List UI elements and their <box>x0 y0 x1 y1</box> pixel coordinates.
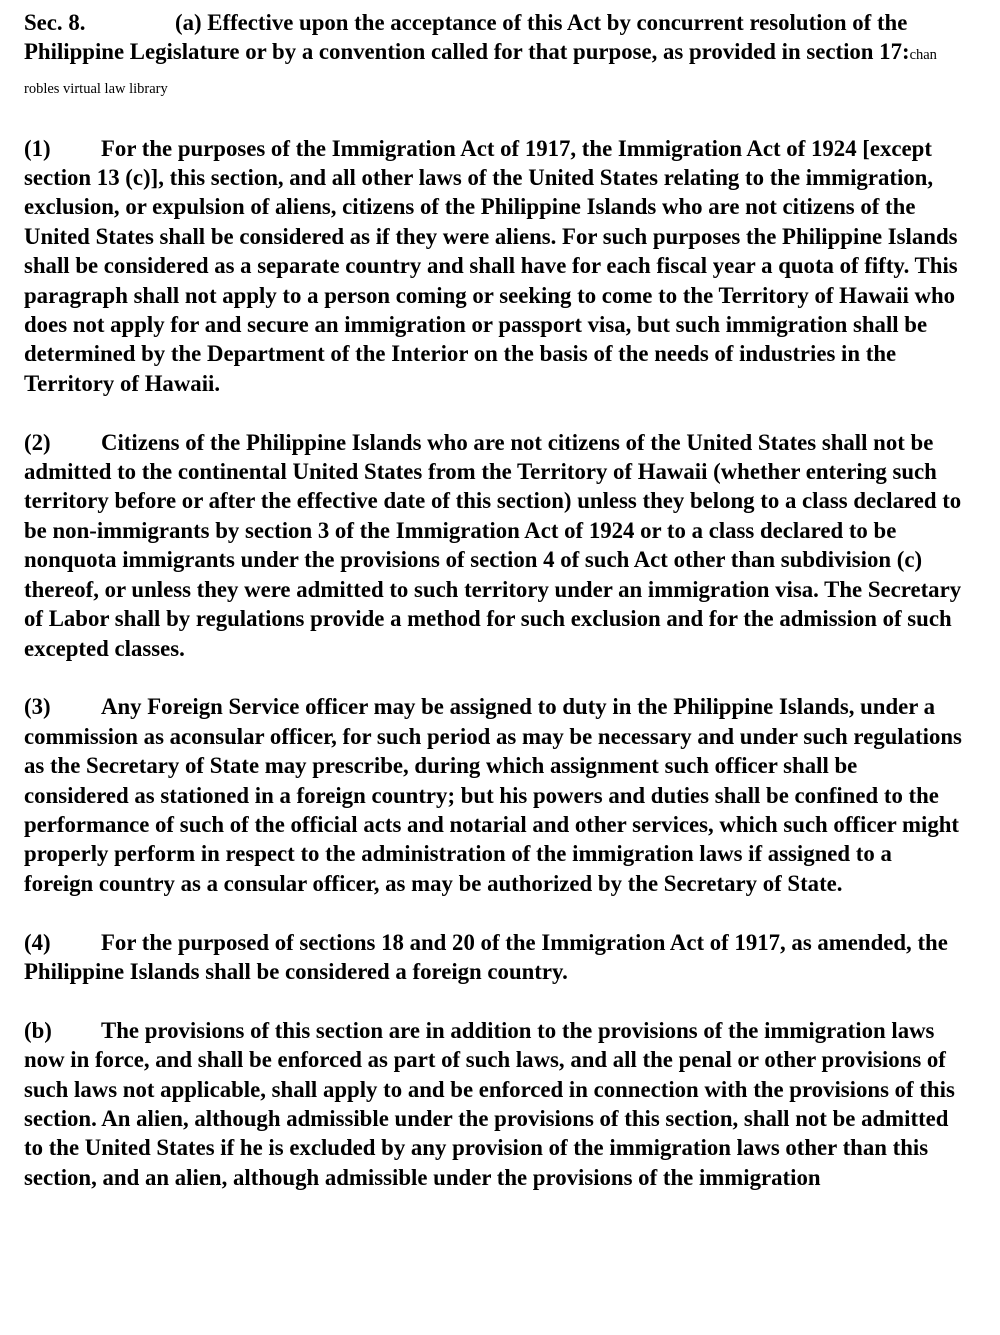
library-note: chan robles virtual law library <box>24 47 937 97</box>
section-intro-text: (a) Effective upon the acceptance of this Act by concurrent resolution of the Philippine Legislature or by a convention called for that purpose, as provided in section 17: <box>24 10 910 65</box>
paragraph-text: Citizens of the Philippine Islands who are not citizens of the United States shall not be admitted to the continental United States from the Territory of Hawaii (whether entering such territory before or after the effective date of this section) unless they belong to a class declared to be non-immigrants by section 3 of the Immigration Act of 1924 or to a class declared to be nonquota immigrants under the provisions of section 4 of such Act other than subdivision (c) thereof, or unless they were admitted to such territory under an immigration visa. The Secretary of Labor shall by regulations provide a method for such exclusion and for the admission of such excepted classes. <box>24 429 962 661</box>
paragraph-b <box>24 1016 964 1192</box>
paragraph-label: (4) <box>24 929 51 955</box>
paragraph-text: For the purposed of sections 18 and 20 of the Immigration Act of 1917, as amended, the Philippine Islands shall be considered a foreign country. <box>24 929 948 984</box>
paragraph-label: (1) <box>24 135 51 161</box>
paragraph-1 <box>24 134 964 399</box>
paragraph-text: The provisions of this section are in addition to the provisions of the immigration laws now in force, and shall be enforced as part of such laws, and all the penal or other provisions of such laws not applicable, shall apply to and be enforced in connection with the provisions of this section. An alien, although admissible under the provisions of this section, shall not be admitted to the United States if he is excluded by any provision of the immigration laws other than this section, and an alien, although admissible under the provisions of the immigration <box>24 1017 955 1190</box>
paragraph-4 <box>24 928 964 987</box>
paragraph-text: For the purposes of the Immigration Act of 1917, the Immigration Act of 1924 [except section 13 (c)], this section, and all other laws of the United States relating to the immigration, exclusion, or expulsion of aliens, citizens of the Philippine Islands who are not citizens of the United States shall be considered as if they were aliens. For such purposes the Philippine Islands shall be considered as a separate country and shall have for each fiscal year a quota of fifty. This paragraph shall not apply to a person coming or seeking to come to the Territory of Hawaii who does not apply for and secure an immigration or passport visa, but such immigration shall be determined by the Department of the Interior on the basis of the needs of industries in the Territory of Hawaii. <box>24 135 958 396</box>
paragraph-text: Any Foreign Service officer may be assigned to duty in the Philippine Islands, under a commission as aconsular officer, for such period as may be necessary and under such regulations as the Secretary of State may prescribe, during which assignment such officer shall be considered as stationed in a foreign country; but his powers and duties shall be confined to the performance of such of the official acts and notarial and other services, which such officer might properly perform in respect to the administration of the immigration laws if assigned to a foreign country as a consular officer, as may be authorized by the Secretary of State. <box>24 694 962 896</box>
section-heading-paragraph <box>24 8 964 104</box>
paragraph-label: (3) <box>24 694 51 720</box>
section-label: Sec. 8. <box>24 10 86 35</box>
paragraph-2 <box>24 428 964 663</box>
paragraph-label: (b) <box>24 1017 52 1043</box>
paragraph-3 <box>24 692 964 898</box>
paragraph-label: (2) <box>24 429 51 455</box>
document-page <box>24 8 964 1222</box>
